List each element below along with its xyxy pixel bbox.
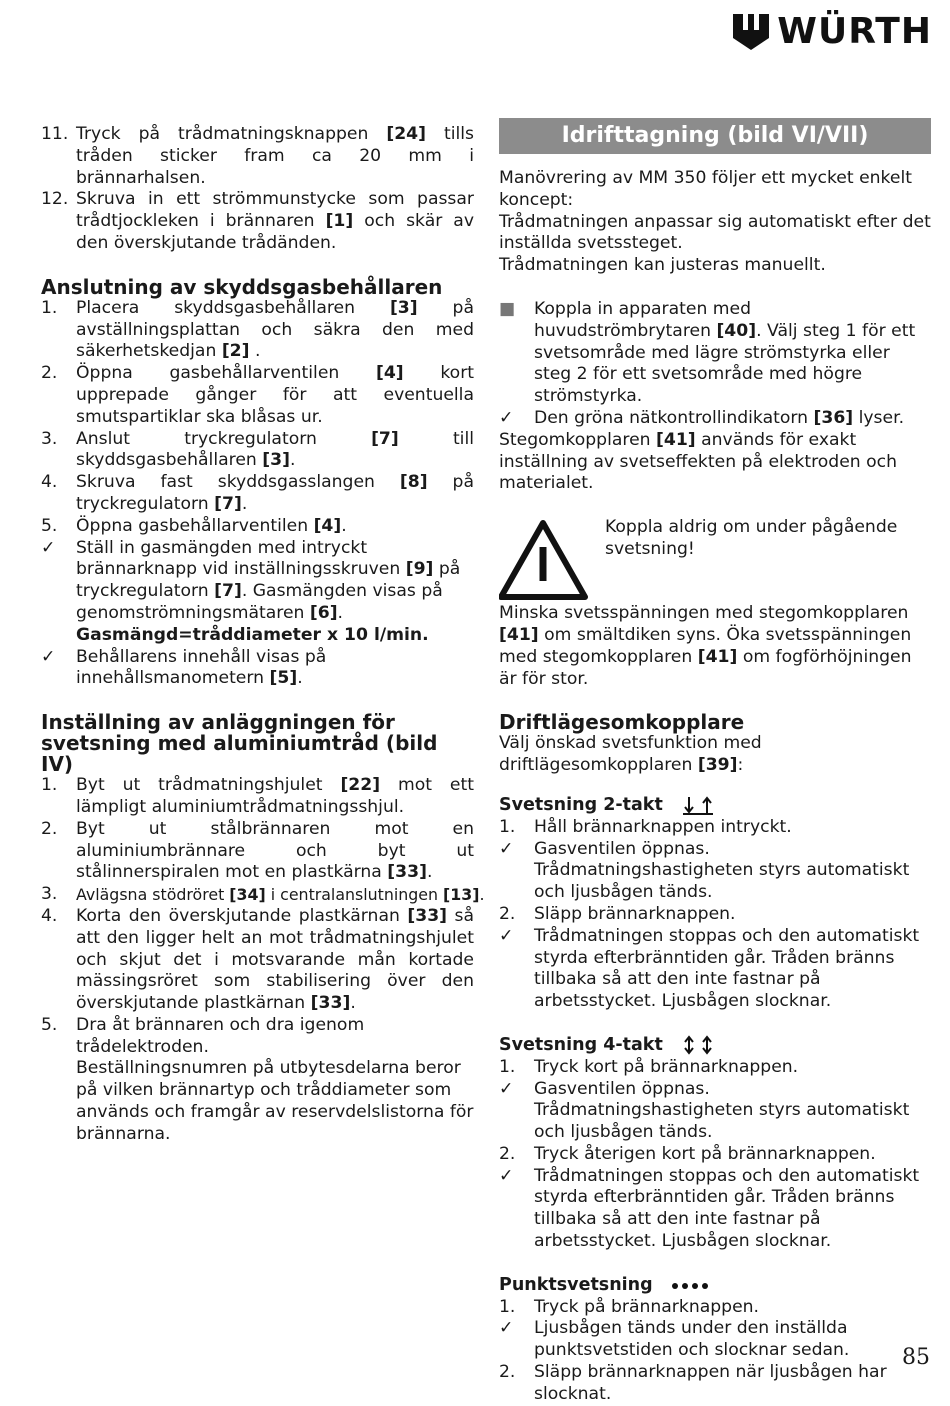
wurth-logo-icon xyxy=(731,12,771,52)
section-heading: Driftlägesomkopplare xyxy=(499,710,745,735)
subsection-title: Svetsning 4-takt xyxy=(499,1035,931,1057)
check-icon: ✓ xyxy=(41,537,56,558)
list-item: 4. Korta den överskjutande plastkärnan [33] så att den ligger helt an mot trådmatningshjulet och skjut det i motsvarande mån kortade mässingsröret som stabilisering över den överskjutande plastkärnan [33]. xyxy=(41,905,475,1014)
spot-weld-symbol-icon xyxy=(671,1280,711,1290)
check-icon: ✓ xyxy=(41,646,56,667)
check-item: ✓ Ljusbågen tänds under den inställda punktsvetstiden och slocknar sedan. xyxy=(499,1318,850,1361)
item-number: 11. xyxy=(41,124,69,144)
check-item: ✓ Den gröna nätkontrollindikatorn [36] lyser. xyxy=(499,407,905,428)
list-item: 2. Tryck återigen kort på brännarknappen. xyxy=(499,1143,876,1164)
note: Beställningsnumren på utbytesdelarna beror på vilken brännartyp och tråddiameter som används och framgår av reservdelslistorna för brännarna. xyxy=(76,1058,474,1144)
item-number: 12. xyxy=(41,189,69,210)
intro-text: Trådmatningen kan justeras manuellt. xyxy=(499,255,826,276)
list-item: 2. Släpp brännarknappen när ljusbågen har slocknat. xyxy=(499,1362,887,1404)
subsection-title: Punktsvetsning xyxy=(499,1275,931,1297)
wurth-logo xyxy=(731,12,932,52)
paragraph: Minska svetsspänningen med stegomkopplaren [41] om smältdiken syns. Öka svetsspänningen med stegomkopplaren [41] om fogförhöjningen är för stor. xyxy=(499,603,912,689)
list-item: 2. Öppna gasbehållarventilen [4] kort upprepade gånger för att eventuella smutspartiklar ska blåsas ur. xyxy=(41,363,474,427)
brand-name: WÜRTH xyxy=(777,11,932,52)
list-item: 5. Dra åt brännaren och dra igenom trådelektroden. Beställningsnumren på utbytesdelarna beror på vilken brännartyp och tråddiameter som används och framgår av reservdelslistorna för brännarna. xyxy=(41,1014,474,1144)
warning-triangle-icon xyxy=(499,517,605,603)
list-item: 1. Placera skyddsgasbehållaren [3] på avställningsplattan och säkra den med säkerhetskedjan [2] . xyxy=(41,297,474,362)
list-item: 1. Tryck kort på brännarknappen. xyxy=(499,1056,799,1077)
section-heading: Anslutning av skyddsgasbehållaren xyxy=(41,274,443,299)
left-column xyxy=(41,124,485,1146)
formula: Gasmängd=tråddiameter x 10 l/min. xyxy=(76,624,429,645)
list-item: 4. Skruva fast skyddsgasslangen [8] på tryckregulatorn [7]. xyxy=(41,472,474,514)
page-number: 85 xyxy=(902,1345,930,1370)
right-column xyxy=(499,124,931,1406)
list-item: 5. Öppna gasbehållarventilen [4]. xyxy=(41,515,347,536)
list-item: 1. Håll brännarknappen intryckt. xyxy=(499,816,792,837)
section-banner: Idrifttagning (bild VI/VII) xyxy=(499,118,931,154)
paragraph: Stegomkopplaren [41] används för exakt inställning av svetseffekten på elektroden och materialet. xyxy=(499,429,897,494)
list-item: 3. Avlägsna stödröret [34] i centralanslutningen [13]. xyxy=(41,884,485,905)
check-item: ✓ Trådmatningen stoppas och den automatiskt styrda efterbränntiden går. Tråden bränns tillbaka så att den inte fastnar på arbetsstycket. Ljusbågen slocknar. xyxy=(499,1165,920,1252)
list-item: 1. Byt ut trådmatningshjulet [22] mot ett lämpligt aluminiumtrådmatningsshjul. xyxy=(41,775,474,817)
four-stroke-symbol-icon xyxy=(681,1035,715,1055)
check-item: ✓ Ställ in gasmängden med intryckt brännarknapp vid inställningsskruven [9] på tryckregulatorn [7]. Gasmängden visas på genomströmningsmätaren [6]. Gasmängd=tråddiameter x 10 l/min. xyxy=(41,537,461,645)
warning-text: Koppla aldrig om under pågående svetsning! xyxy=(605,517,898,559)
list-item: 3. Anslut tryckregulatorn [7] till skyddsgasbehållaren [3]. xyxy=(41,428,475,471)
paragraph: Välj önskad svetsfunktion med driftlägesomkopplaren [39]: xyxy=(499,733,762,776)
check-item: ✓ Gasventilen öppnas. Trådmatningshastigheten styrs automatiskt och ljusbågen tänds. xyxy=(499,1078,910,1143)
warning-box xyxy=(499,517,931,603)
intro-text: Manövrering av MM 350 följer ett mycket enkelt koncept: xyxy=(499,168,912,210)
check-icon: ✓ xyxy=(499,407,514,428)
list-item: 11. Tryck på trådmatningsknappen [24] tills tråden sticker fram ca 20 mm i brännarhalsen. xyxy=(41,124,474,188)
square-bullet-icon: ■ xyxy=(499,298,516,319)
check-item: ✓ Gasventilen öppnas. Trådmatningshastigheten styrs automatiskt och ljusbågen tänds. xyxy=(499,838,910,903)
check-item: ✓ Trådmatningen stoppas och den automatiskt styrda efterbränntiden går. Tråden bränns tillbaka så att den inte fastnar på arbetsstycket. Ljusbågen slocknar. xyxy=(499,925,920,1012)
subsection-title: Svetsning 2-takt xyxy=(499,795,931,817)
list-item: 12. Skruva in ett strömmunstycke som passar trådtjockleken i brännaren [1] och skär av den överskjutande trådänden. xyxy=(41,189,474,253)
list-item: 2. Släpp brännarknappen. xyxy=(499,903,736,924)
section-heading: Inställning av anläggningen för svetsning med aluminiumtråd (bild IV) xyxy=(41,710,438,777)
intro-text: Trådmatningen anpassar sig automatiskt efter det inställda svetssteget. xyxy=(499,211,931,254)
list-item: 2. Byt ut stålbrännaren mot en aluminiumbrännare och byt ut stålinnerspiralen mot en plastkärna [33]. xyxy=(41,818,474,883)
check-item: ✓ Behållarens innehåll visas på innehållsmanometern [5]. xyxy=(41,646,327,689)
list-item: 1. Tryck på brännarknappen. xyxy=(499,1296,760,1317)
bullet-item: ■ Koppla in apparaten med huvudströmbrytaren [40]. Välj steg 1 för ett svetsområde med lägre strömstyrka eller steg 2 för ett svetsområde med högre strömstyrka. xyxy=(499,298,916,407)
two-stroke-symbol-icon xyxy=(681,795,715,815)
